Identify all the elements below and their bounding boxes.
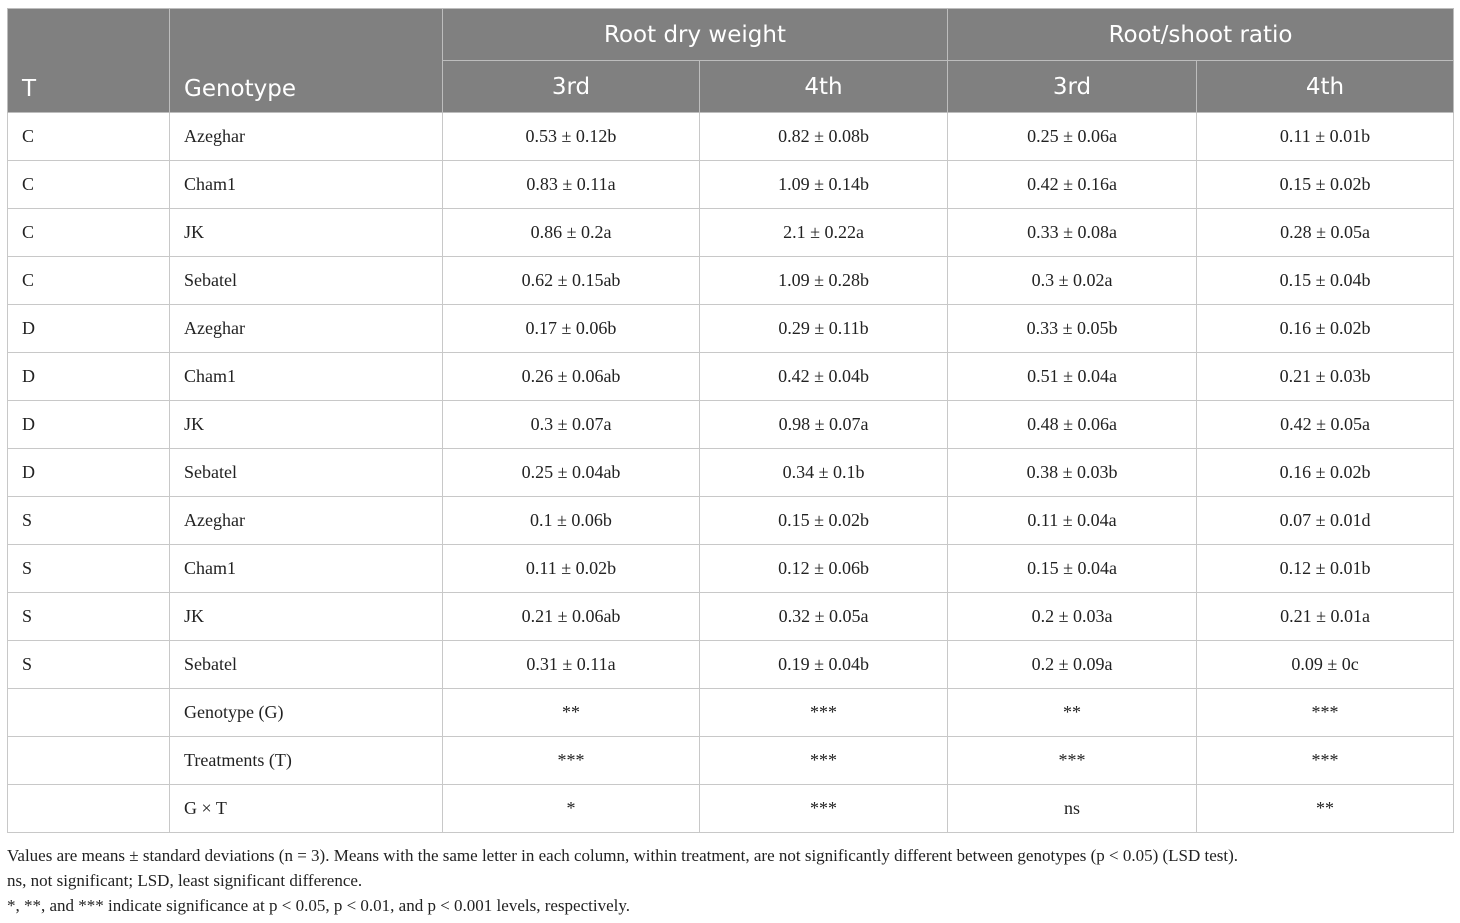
cell-rdw-3rd: 0.83 ± 0.11a xyxy=(443,161,700,209)
cell-treatment: S xyxy=(8,545,170,593)
footnote-values: Values are means ± standard deviations (n = 3). Means with the same letter in each column, within treatment, are not significantly different between genotypes (p < 0.05) (LSD test). xyxy=(7,846,1239,865)
cell-treatment: D xyxy=(8,401,170,449)
cell-rdw-4th: *** xyxy=(700,737,948,785)
cell-treatment: C xyxy=(8,257,170,305)
data-table xyxy=(7,8,1454,833)
cell-rsr-4th: ** xyxy=(1197,785,1454,833)
footnote-abbreviations: ns, not significant; LSD, least significant difference. xyxy=(7,871,363,890)
subheader-rdw-4th: 4th xyxy=(700,61,948,113)
table-row xyxy=(8,113,1454,161)
cell-rdw-3rd: 0.25 ± 0.04ab xyxy=(443,449,700,497)
cell-treatment xyxy=(8,785,170,833)
cell-rdw-4th: 0.15 ± 0.02b xyxy=(700,497,948,545)
cell-rdw-4th: 0.19 ± 0.04b xyxy=(700,641,948,689)
cell-rdw-3rd: * xyxy=(443,785,700,833)
header-genotype: Genotype xyxy=(170,9,443,113)
cell-rsr-3rd: ns xyxy=(948,785,1197,833)
cell-rsr-3rd: 0.3 ± 0.02a xyxy=(948,257,1197,305)
cell-rsr-4th: 0.15 ± 0.02b xyxy=(1197,161,1454,209)
cell-rdw-4th: 0.98 ± 0.07a xyxy=(700,401,948,449)
table-row xyxy=(8,449,1454,497)
cell-treatment: C xyxy=(8,209,170,257)
cell-rsr-4th: 0.15 ± 0.04b xyxy=(1197,257,1454,305)
table-row xyxy=(8,209,1454,257)
cell-treatment: S xyxy=(8,641,170,689)
cell-treatment xyxy=(8,737,170,785)
table-row xyxy=(8,545,1454,593)
header-root-dry-weight: Root dry weight xyxy=(443,9,948,61)
table-row xyxy=(8,785,1454,833)
cell-rsr-3rd: 0.33 ± 0.05b xyxy=(948,305,1197,353)
cell-rdw-4th: *** xyxy=(700,689,948,737)
cell-rsr-3rd: 0.38 ± 0.03b xyxy=(948,449,1197,497)
cell-genotype: JK xyxy=(170,593,443,641)
table-body xyxy=(8,113,1454,833)
subheader-rdw-3rd: 3rd xyxy=(443,61,700,113)
footnote-significance: *, **, and *** indicate significance at p < 0.05, p < 0.01, and p < 0.001 levels, respectively. xyxy=(7,896,630,915)
table-row xyxy=(8,353,1454,401)
subheader-rsr-3rd: 3rd xyxy=(948,61,1197,113)
cell-genotype: Cham1 xyxy=(170,353,443,401)
cell-treatment: D xyxy=(8,353,170,401)
cell-rdw-4th: 0.42 ± 0.04b xyxy=(700,353,948,401)
table-header xyxy=(8,9,1454,113)
cell-genotype: Azeghar xyxy=(170,497,443,545)
table-row xyxy=(8,305,1454,353)
table-row xyxy=(8,257,1454,305)
cell-treatment: D xyxy=(8,305,170,353)
cell-rdw-3rd: 0.3 ± 0.07a xyxy=(443,401,700,449)
cell-rsr-4th: *** xyxy=(1197,737,1454,785)
cell-rsr-4th: 0.21 ± 0.01a xyxy=(1197,593,1454,641)
cell-rdw-3rd: 0.11 ± 0.02b xyxy=(443,545,700,593)
cell-rsr-3rd: 0.25 ± 0.06a xyxy=(948,113,1197,161)
cell-rdw-3rd: *** xyxy=(443,737,700,785)
cell-rsr-3rd: *** xyxy=(948,737,1197,785)
cell-rsr-3rd: 0.51 ± 0.04a xyxy=(948,353,1197,401)
table-row xyxy=(8,641,1454,689)
cell-rsr-3rd: ** xyxy=(948,689,1197,737)
data-table-container xyxy=(7,8,1453,833)
cell-treatment: C xyxy=(8,161,170,209)
header-t: T xyxy=(8,9,170,113)
cell-rdw-4th: 0.12 ± 0.06b xyxy=(700,545,948,593)
table-row xyxy=(8,401,1454,449)
cell-rsr-3rd: 0.2 ± 0.09a xyxy=(948,641,1197,689)
cell-rsr-4th: 0.09 ± 0c xyxy=(1197,641,1454,689)
cell-rsr-4th: 0.16 ± 0.02b xyxy=(1197,449,1454,497)
cell-rdw-3rd: 0.62 ± 0.15ab xyxy=(443,257,700,305)
table-row xyxy=(8,737,1454,785)
table-row xyxy=(8,497,1454,545)
cell-treatment xyxy=(8,689,170,737)
cell-genotype: Sebatel xyxy=(170,641,443,689)
cell-genotype: Azeghar xyxy=(170,113,443,161)
cell-genotype: Azeghar xyxy=(170,305,443,353)
cell-rsr-3rd: 0.48 ± 0.06a xyxy=(948,401,1197,449)
cell-genotype: Cham1 xyxy=(170,161,443,209)
cell-rdw-3rd: ** xyxy=(443,689,700,737)
cell-rdw-4th: 0.32 ± 0.05a xyxy=(700,593,948,641)
cell-rdw-3rd: 0.21 ± 0.06ab xyxy=(443,593,700,641)
cell-rsr-4th: 0.07 ± 0.01d xyxy=(1197,497,1454,545)
cell-genotype: Genotype (G) xyxy=(170,689,443,737)
cell-rdw-4th: *** xyxy=(700,785,948,833)
cell-rsr-4th: 0.12 ± 0.01b xyxy=(1197,545,1454,593)
cell-rdw-4th: 1.09 ± 0.14b xyxy=(700,161,948,209)
cell-treatment: D xyxy=(8,449,170,497)
cell-rsr-3rd: 0.42 ± 0.16a xyxy=(948,161,1197,209)
cell-genotype: G × T xyxy=(170,785,443,833)
cell-rsr-4th: *** xyxy=(1197,689,1454,737)
cell-rsr-4th: 0.11 ± 0.01b xyxy=(1197,113,1454,161)
cell-rdw-4th: 0.29 ± 0.11b xyxy=(700,305,948,353)
cell-rdw-4th: 1.09 ± 0.28b xyxy=(700,257,948,305)
cell-rsr-3rd: 0.15 ± 0.04a xyxy=(948,545,1197,593)
header-root-shoot-ratio: Root/shoot ratio xyxy=(948,9,1454,61)
cell-genotype: JK xyxy=(170,209,443,257)
table-row xyxy=(8,593,1454,641)
subheader-rsr-4th: 4th xyxy=(1197,61,1454,113)
cell-rsr-4th: 0.28 ± 0.05a xyxy=(1197,209,1454,257)
table-row xyxy=(8,689,1454,737)
cell-rdw-4th: 0.82 ± 0.08b xyxy=(700,113,948,161)
cell-rdw-4th: 0.34 ± 0.1b xyxy=(700,449,948,497)
cell-rsr-4th: 0.21 ± 0.03b xyxy=(1197,353,1454,401)
cell-rsr-3rd: 0.33 ± 0.08a xyxy=(948,209,1197,257)
cell-genotype: Treatments (T) xyxy=(170,737,443,785)
cell-rsr-4th: 0.42 ± 0.05a xyxy=(1197,401,1454,449)
cell-rsr-3rd: 0.11 ± 0.04a xyxy=(948,497,1197,545)
cell-rdw-3rd: 0.26 ± 0.06ab xyxy=(443,353,700,401)
cell-treatment: C xyxy=(8,113,170,161)
cell-treatment: S xyxy=(8,593,170,641)
cell-rdw-3rd: 0.1 ± 0.06b xyxy=(443,497,700,545)
cell-genotype: Sebatel xyxy=(170,449,443,497)
cell-genotype: JK xyxy=(170,401,443,449)
cell-treatment: S xyxy=(8,497,170,545)
table-footnotes xyxy=(7,843,1453,918)
table-row xyxy=(8,161,1454,209)
cell-rdw-4th: 2.1 ± 0.22a xyxy=(700,209,948,257)
cell-rsr-3rd: 0.2 ± 0.03a xyxy=(948,593,1197,641)
cell-rdw-3rd: 0.86 ± 0.2a xyxy=(443,209,700,257)
cell-rsr-4th: 0.16 ± 0.02b xyxy=(1197,305,1454,353)
cell-genotype: Cham1 xyxy=(170,545,443,593)
cell-genotype: Sebatel xyxy=(170,257,443,305)
cell-rdw-3rd: 0.31 ± 0.11a xyxy=(443,641,700,689)
cell-rdw-3rd: 0.17 ± 0.06b xyxy=(443,305,700,353)
cell-rdw-3rd: 0.53 ± 0.12b xyxy=(443,113,700,161)
